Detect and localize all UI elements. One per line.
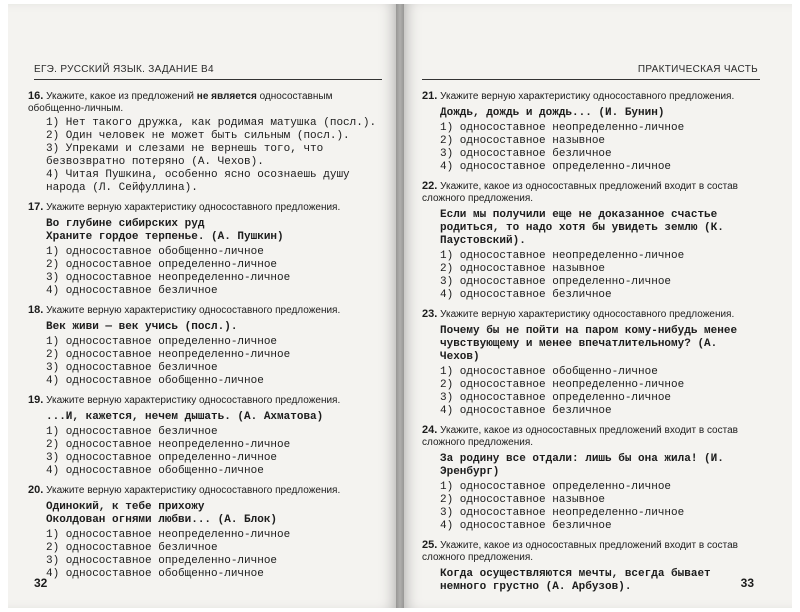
question-number: 18.	[28, 304, 44, 316]
book-gutter	[396, 4, 404, 608]
answer-options	[46, 426, 380, 478]
answer-option: 1) односоставное неопределенно-личное	[46, 529, 291, 541]
answer-option: 2) односоставное назывное	[440, 135, 606, 147]
question-number: 23.	[422, 308, 438, 320]
answer-options	[46, 336, 380, 388]
quoted-sentence: Почему бы не пойти на паром кому-нибудь менее чувствующему и менее впечатлительному? (А. Чехов)	[440, 325, 738, 363]
answer-options	[440, 481, 762, 533]
question-16	[28, 90, 380, 195]
question-prompt: Укажите верную характеристику односоставного предложения.	[46, 202, 341, 213]
quote-line: Околдован огнями любви... (А. Блок)	[46, 514, 278, 526]
answer-options	[46, 117, 380, 195]
answer-option: 2) односоставное определенно-личное	[46, 259, 278, 271]
question-number: 19.	[28, 394, 44, 406]
question-prompt: односоставным обобщенно-личным.	[28, 91, 333, 114]
answer-option: 3) односоставное безличное	[440, 148, 612, 160]
answer-option: 2) односоставное неопределенно-личное	[46, 439, 291, 451]
question-number: 22.	[422, 180, 438, 192]
answer-option: 1) Нет такого дружка, как родимая матушка (посл.).	[46, 117, 377, 129]
answer-option: 3) односоставное определенно-личное	[46, 452, 278, 464]
answer-option: 3) односоставное неопределенно-личное	[440, 507, 685, 519]
answer-option: 1) односоставное обобщенно-личное	[46, 246, 264, 258]
question-prompt: Укажите верную характеристику односоставного предложения.	[46, 305, 341, 316]
question-prompt: Укажите верную характеристику односоставного предложения.	[440, 309, 735, 320]
question-prompt: Укажите, какое из односоставных предложений входит в состав сложного предложения.	[422, 181, 738, 204]
left-page	[8, 4, 400, 608]
question-21	[422, 90, 762, 174]
quoted-sentence: Век живи — век учись (посл.).	[46, 321, 238, 333]
quote-line: Храните гордое терпенье. (А. Пушкин)	[46, 231, 284, 243]
answer-options	[440, 366, 762, 418]
answer-option: 4) односоставное обобщенно-личное	[46, 465, 264, 477]
answer-options	[440, 250, 762, 302]
answer-option: 2) односоставное назывное	[440, 263, 606, 275]
answer-option: 2) односоставное неопределенно-личное	[440, 379, 685, 391]
question-18	[28, 304, 380, 388]
question-25	[422, 539, 762, 594]
page-number: 32	[34, 576, 48, 590]
question-prompt: Укажите, какое из односоставных предложений входит в состав сложного предложения.	[422, 540, 738, 563]
question-prompt: Укажите, какое из предложений	[46, 91, 194, 102]
answer-option: 2) Один человек не может быть сильным (посл.).	[46, 130, 350, 142]
answer-options	[46, 529, 380, 581]
quoted-sentence: Когда осуществляются мечты, всегда бывает немного грустно (А. Арбузов).	[440, 568, 711, 593]
answer-option: 4) односоставное безличное	[440, 289, 612, 301]
quoted-sentence: ...И, кажется, нечем дышать. (А. Ахматова)	[46, 411, 324, 423]
question-19	[28, 394, 380, 478]
question-22	[422, 180, 762, 302]
question-number: 17.	[28, 201, 44, 213]
answer-option: 1) односоставное определенно-личное	[46, 336, 278, 348]
question-prompt: Укажите, какое из односоставных предложений входит в состав сложного предложения.	[422, 425, 738, 448]
quoted-sentence	[46, 218, 380, 244]
header-rule	[422, 79, 760, 80]
answer-option: 2) односоставное безличное	[46, 542, 218, 554]
question-prompt-emphasis: не является	[196, 91, 257, 102]
answer-option: 3) Упреками и слезами не вернешь того, что безвозвратно потеряно (А. Чехов).	[46, 143, 324, 168]
question-17	[28, 201, 380, 298]
question-24	[422, 424, 762, 533]
left-page-content	[28, 90, 380, 587]
answer-option: 4) односоставное безличное	[440, 520, 612, 532]
question-number: 24.	[422, 424, 438, 436]
quoted-sentence: Дождь, дождь и дождь... (И. Бунин)	[440, 107, 665, 119]
answer-option: 4) односоставное обобщенно-личное	[46, 568, 264, 580]
answer-option: 3) односоставное определенно-личное	[46, 555, 278, 567]
running-head: ПРАКТИЧЕСКАЯ ЧАСТЬ	[637, 64, 758, 75]
header-rule	[34, 79, 382, 80]
answer-option: 1) односоставное обобщенно-личное	[440, 366, 658, 378]
question-prompt: Укажите верную характеристику односоставного предложения.	[440, 91, 735, 102]
answer-option: 1) односоставное определенно-личное	[440, 481, 672, 493]
quoted-sentence: За родину все отдали: лишь бы она жила! (И. Эренбург)	[440, 453, 724, 478]
answer-option: 2) односоставное назывное	[440, 494, 606, 506]
answer-option: 1) односоставное безличное	[46, 426, 218, 438]
question-prompt: Укажите верную характеристику односоставного предложения.	[46, 395, 341, 406]
answer-option: 4) Читая Пушкина, особенно ясно осознаешь душу народа (Л. Сейфуллина).	[46, 169, 350, 194]
answer-option: 4) односоставное определенно-личное	[440, 161, 672, 173]
book-spread	[8, 4, 792, 608]
question-number: 25.	[422, 539, 438, 551]
quote-line: Одинокий, к тебе прихожу	[46, 501, 205, 513]
quote-line: Во глубине сибирских руд	[46, 218, 205, 230]
question-number: 21.	[422, 90, 438, 102]
question-prompt: Укажите верную характеристику односоставного предложения.	[46, 485, 341, 496]
question-number: 16.	[28, 90, 44, 102]
question-20	[28, 484, 380, 581]
page-number: 33	[740, 576, 754, 590]
quoted-sentence	[46, 501, 380, 527]
right-page	[400, 4, 792, 608]
answer-option: 4) односоставное безличное	[46, 285, 218, 297]
answer-options	[440, 122, 762, 174]
answer-option: 3) односоставное определенно-личное	[440, 392, 672, 404]
right-page-content	[422, 90, 762, 600]
question-number: 20.	[28, 484, 44, 496]
answer-option: 3) односоставное безличное	[46, 362, 218, 374]
answer-option: 3) односоставное определенно-личное	[440, 276, 672, 288]
answer-option: 4) односоставное безличное	[440, 405, 612, 417]
answer-option: 2) односоставное неопределенно-личное	[46, 349, 291, 361]
answer-option: 3) односоставное неопределенно-личное	[46, 272, 291, 284]
quoted-sentence: Если мы получили еще не доказанное счастье родиться, то надо хотя бы увидеть землю (К. Паустовский).	[440, 209, 724, 247]
answer-option: 1) односоставное неопределенно-личное	[440, 250, 685, 262]
question-23	[422, 308, 762, 418]
running-head: ЕГЭ. РУССКИЙ ЯЗЫК. ЗАДАНИЕ В4	[34, 64, 214, 75]
answer-option: 1) односоставное неопределенно-личное	[440, 122, 685, 134]
answer-option: 4) односоставное обобщенно-личное	[46, 375, 264, 387]
answer-options	[46, 246, 380, 298]
